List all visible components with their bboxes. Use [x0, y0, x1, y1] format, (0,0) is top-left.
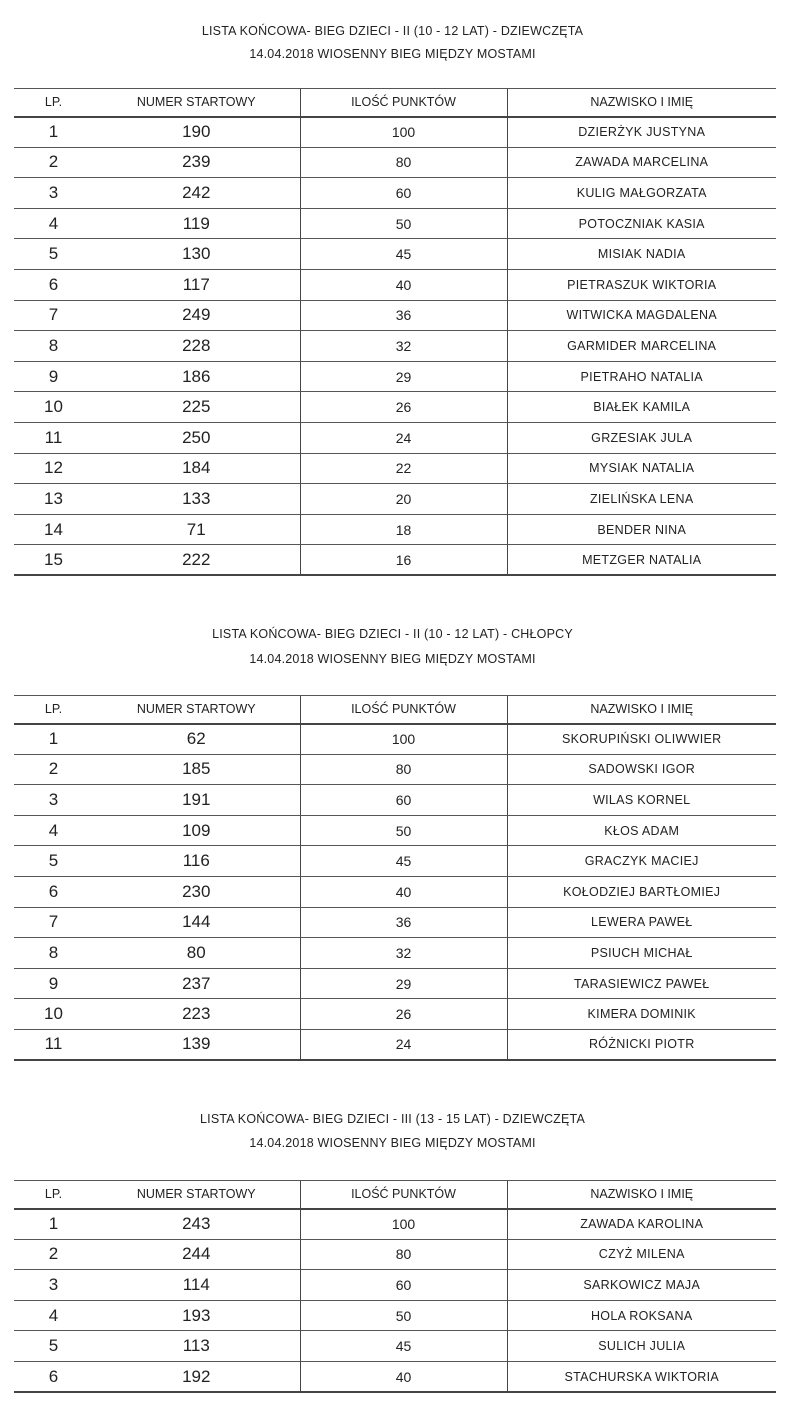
cell-lp: 7 [14, 907, 93, 938]
table-row [14, 361, 776, 392]
header-start-number: NUMER STARTOWY [93, 89, 300, 117]
cell-start-number: 193 [93, 1300, 300, 1331]
table-row [14, 876, 776, 907]
cell-start-number: 109 [93, 815, 300, 846]
table-row [14, 514, 776, 545]
cell-points: 45 [300, 846, 507, 877]
table-row [14, 938, 776, 969]
cell-start-number: 243 [93, 1209, 300, 1240]
cell-lp: 11 [14, 1029, 93, 1060]
cell-lp: 3 [14, 1270, 93, 1301]
cell-name: ZIELIŃSKA LENA [507, 484, 776, 515]
cell-name: RÓŻNICKI PIOTR [507, 1029, 776, 1060]
table-row [14, 724, 776, 755]
cell-name: DZIERŻYK JUSTYNA [507, 117, 776, 148]
cell-name: ZAWADA MARCELINA [507, 147, 776, 178]
table-row [14, 1270, 776, 1301]
cell-points: 60 [300, 178, 507, 209]
table-row [14, 147, 776, 178]
cell-points: 80 [300, 1239, 507, 1270]
cell-lp: 12 [14, 453, 93, 484]
cell-start-number: 192 [93, 1361, 300, 1392]
cell-lp: 6 [14, 269, 93, 300]
cell-points: 36 [300, 907, 507, 938]
cell-lp: 6 [14, 1361, 93, 1392]
cell-points: 100 [300, 117, 507, 148]
cell-name: LEWERA PAWEŁ [507, 907, 776, 938]
cell-points: 60 [300, 1270, 507, 1301]
cell-points: 100 [300, 1209, 507, 1240]
cell-name: PIETRAHO NATALIA [507, 361, 776, 392]
results-table [14, 1180, 776, 1393]
cell-name: HOLA ROKSANA [507, 1300, 776, 1331]
header-name: NAZWISKO I IMIĘ [507, 696, 776, 724]
cell-lp: 10 [14, 999, 93, 1030]
cell-start-number: 223 [93, 999, 300, 1030]
cell-points: 40 [300, 1361, 507, 1392]
cell-lp: 4 [14, 208, 93, 239]
results-table [14, 695, 776, 1061]
cell-points: 50 [300, 815, 507, 846]
section-title: LISTA KOŃCOWA- BIEG DZIECI - II (10 - 12 LAT) - DZIEWCZĘTA [201, 24, 584, 38]
table-row [14, 484, 776, 515]
cell-lp: 9 [14, 361, 93, 392]
cell-start-number: 130 [93, 239, 300, 270]
table-row [14, 1209, 776, 1240]
cell-start-number: 239 [93, 147, 300, 178]
cell-start-number: 190 [93, 117, 300, 148]
cell-name: WILAS KORNEL [507, 785, 776, 816]
cell-start-number: 249 [93, 300, 300, 331]
cell-points: 26 [300, 392, 507, 423]
cell-start-number: 80 [93, 938, 300, 969]
table-row [14, 1029, 776, 1060]
table-row [14, 1239, 776, 1270]
cell-points: 40 [300, 876, 507, 907]
cell-start-number: 144 [93, 907, 300, 938]
cell-start-number: 237 [93, 968, 300, 999]
cell-name: GRZESIAK JULA [507, 422, 776, 453]
cell-points: 80 [300, 147, 507, 178]
cell-name: MYSIAK NATALIA [507, 453, 776, 484]
cell-name: KŁOS ADAM [507, 815, 776, 846]
cell-start-number: 230 [93, 876, 300, 907]
header-points: ILOŚĆ PUNKTÓW [300, 696, 507, 724]
cell-lp: 15 [14, 545, 93, 576]
cell-start-number: 250 [93, 422, 300, 453]
table-header-row [14, 89, 776, 117]
cell-lp: 5 [14, 239, 93, 270]
cell-points: 32 [300, 938, 507, 969]
header-name: NAZWISKO I IMIĘ [507, 1181, 776, 1209]
cell-points: 45 [300, 1331, 507, 1362]
table-row [14, 117, 776, 148]
table-header-row [14, 1181, 776, 1209]
header-lp: LP. [14, 696, 93, 724]
cell-start-number: 244 [93, 1239, 300, 1270]
table-row [14, 331, 776, 362]
cell-name: PIETRASZUK WIKTORIA [507, 269, 776, 300]
table-row [14, 815, 776, 846]
cell-points: 22 [300, 453, 507, 484]
header-lp: LP. [14, 89, 93, 117]
cell-lp: 7 [14, 300, 93, 331]
header-name: NAZWISKO I IMIĘ [507, 89, 776, 117]
table-header-row [14, 696, 776, 724]
cell-start-number: 225 [93, 392, 300, 423]
cell-lp: 2 [14, 754, 93, 785]
section-title: LISTA KOŃCOWA- BIEG DZIECI - III (13 - 15 LAT) - DZIEWCZĘTA [200, 1112, 585, 1126]
cell-lp: 4 [14, 1300, 93, 1331]
table-row [14, 1331, 776, 1362]
cell-start-number: 114 [93, 1270, 300, 1301]
cell-start-number: 184 [93, 453, 300, 484]
cell-name: TARASIEWICZ PAWEŁ [507, 968, 776, 999]
cell-lp: 5 [14, 846, 93, 877]
cell-name: ZAWADA KAROLINA [507, 1209, 776, 1240]
cell-points: 24 [300, 1029, 507, 1060]
cell-points: 50 [300, 208, 507, 239]
cell-name: SKORUPIŃSKI OLIWWIER [507, 724, 776, 755]
cell-points: 36 [300, 300, 507, 331]
table-row [14, 754, 776, 785]
cell-lp: 3 [14, 785, 93, 816]
table-row [14, 1300, 776, 1331]
table-row [14, 968, 776, 999]
cell-points: 60 [300, 785, 507, 816]
cell-name: WITWICKA MAGDALENA [507, 300, 776, 331]
cell-name: MISIAK NADIA [507, 239, 776, 270]
cell-name: GARMIDER MARCELINA [507, 331, 776, 362]
cell-name: BIAŁEK KAMILA [507, 392, 776, 423]
table-row [14, 239, 776, 270]
cell-name: STACHURSKA WIKTORIA [507, 1361, 776, 1392]
cell-start-number: 228 [93, 331, 300, 362]
cell-lp: 6 [14, 876, 93, 907]
section-subtitle: 14.04.2018 WIOSENNY BIEG MIĘDZY MOSTAMI [249, 652, 536, 666]
cell-points: 18 [300, 514, 507, 545]
cell-name: CZYŻ MILENA [507, 1239, 776, 1270]
cell-lp: 8 [14, 938, 93, 969]
cell-lp: 1 [14, 117, 93, 148]
cell-start-number: 191 [93, 785, 300, 816]
cell-name: KOŁODZIEJ BARTŁOMIEJ [507, 876, 776, 907]
cell-points: 80 [300, 754, 507, 785]
section-title: LISTA KOŃCOWA- BIEG DZIECI - II (10 - 12 LAT) - CHŁOPCY [212, 627, 573, 641]
header-points: ILOŚĆ PUNKTÓW [300, 1181, 507, 1209]
header-lp: LP. [14, 1181, 93, 1209]
cell-start-number: 116 [93, 846, 300, 877]
table-row [14, 422, 776, 453]
table-row [14, 300, 776, 331]
cell-name: SADOWSKI IGOR [507, 754, 776, 785]
cell-name: SULICH JULIA [507, 1331, 776, 1362]
header-start-number: NUMER STARTOWY [93, 696, 300, 724]
section-subtitle: 14.04.2018 WIOSENNY BIEG MIĘDZY MOSTAMI [249, 1136, 536, 1150]
table-row [14, 907, 776, 938]
cell-points: 100 [300, 724, 507, 755]
cell-lp: 1 [14, 1209, 93, 1240]
cell-lp: 5 [14, 1331, 93, 1362]
table-row [14, 453, 776, 484]
cell-name: METZGER NATALIA [507, 545, 776, 576]
cell-lp: 3 [14, 178, 93, 209]
cell-lp: 4 [14, 815, 93, 846]
table-row [14, 269, 776, 300]
cell-points: 40 [300, 269, 507, 300]
cell-lp: 10 [14, 392, 93, 423]
section-subtitle: 14.04.2018 WIOSENNY BIEG MIĘDZY MOSTAMI [249, 47, 536, 61]
table-row [14, 392, 776, 423]
cell-points: 20 [300, 484, 507, 515]
table-row [14, 545, 776, 576]
cell-start-number: 133 [93, 484, 300, 515]
cell-start-number: 62 [93, 724, 300, 755]
cell-points: 32 [300, 331, 507, 362]
cell-start-number: 186 [93, 361, 300, 392]
cell-lp: 14 [14, 514, 93, 545]
cell-start-number: 71 [93, 514, 300, 545]
cell-lp: 9 [14, 968, 93, 999]
cell-points: 50 [300, 1300, 507, 1331]
cell-points: 45 [300, 239, 507, 270]
cell-name: GRACZYK MACIEJ [507, 846, 776, 877]
table-row [14, 208, 776, 239]
table-row [14, 999, 776, 1030]
table-row [14, 846, 776, 877]
cell-points: 29 [300, 361, 507, 392]
cell-name: BENDER NINA [507, 514, 776, 545]
cell-start-number: 222 [93, 545, 300, 576]
cell-name: KULIG MAŁGORZATA [507, 178, 776, 209]
table-row [14, 1361, 776, 1392]
table-row [14, 178, 776, 209]
cell-points: 24 [300, 422, 507, 453]
cell-lp: 2 [14, 1239, 93, 1270]
cell-start-number: 119 [93, 208, 300, 239]
header-points: ILOŚĆ PUNKTÓW [300, 89, 507, 117]
cell-lp: 13 [14, 484, 93, 515]
cell-lp: 1 [14, 724, 93, 755]
cell-start-number: 117 [93, 269, 300, 300]
cell-name: PSIUCH MICHAŁ [507, 938, 776, 969]
cell-start-number: 113 [93, 1331, 300, 1362]
cell-lp: 11 [14, 422, 93, 453]
cell-points: 29 [300, 968, 507, 999]
header-start-number: NUMER STARTOWY [93, 1181, 300, 1209]
results-table [14, 88, 776, 576]
cell-name: POTOCZNIAK KASIA [507, 208, 776, 239]
table-row [14, 785, 776, 816]
cell-start-number: 242 [93, 178, 300, 209]
cell-lp: 2 [14, 147, 93, 178]
cell-points: 26 [300, 999, 507, 1030]
cell-start-number: 185 [93, 754, 300, 785]
cell-start-number: 139 [93, 1029, 300, 1060]
cell-name: SARKOWICZ MAJA [507, 1270, 776, 1301]
cell-name: KIMERA DOMINIK [507, 999, 776, 1030]
cell-points: 16 [300, 545, 507, 576]
cell-lp: 8 [14, 331, 93, 362]
